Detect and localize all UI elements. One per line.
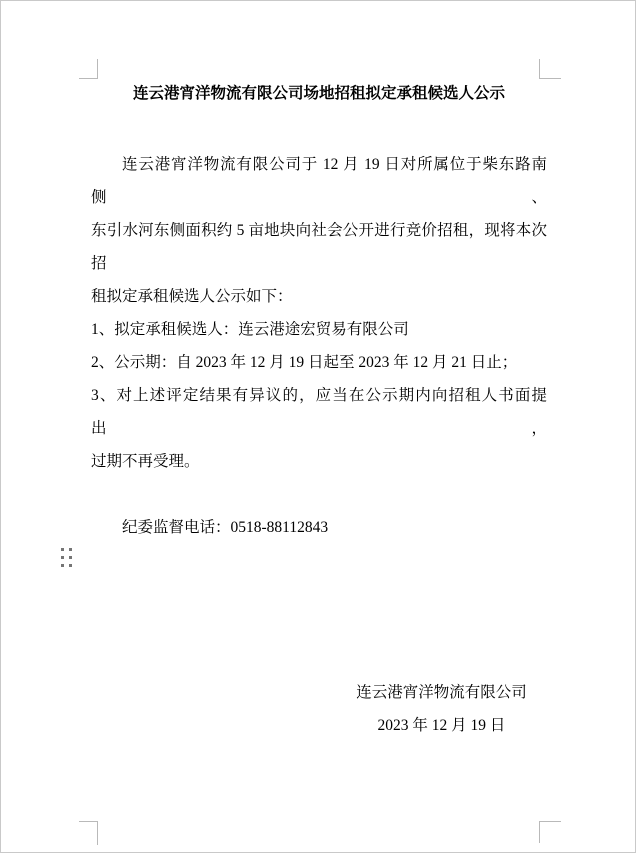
margin-crop-mark-bottom-right bbox=[539, 821, 561, 843]
document-body bbox=[91, 148, 547, 742]
document-title: 连云港宵洋物流有限公司场地招租拟定承租候选人公示 bbox=[132, 85, 505, 102]
drag-handle-dot bbox=[61, 556, 64, 559]
drag-handle-dot bbox=[69, 556, 72, 559]
list-item-3-line-1: 3、对上述评定结果有异议的，应当在公示期内向招租人书面提出， bbox=[91, 387, 547, 437]
margin-crop-mark-top-left bbox=[79, 59, 98, 79]
blank-line bbox=[91, 643, 547, 676]
drag-handle-dot bbox=[61, 564, 64, 567]
signature-date: 2023 年 12 月 19 日 bbox=[377, 717, 506, 734]
blank-line bbox=[91, 478, 547, 511]
drag-handle-dot bbox=[69, 548, 72, 551]
intro-paragraph-line-1: 连云港宵洋物流有限公司于 12 月 19 日对所属位于柴东路南侧、 bbox=[91, 156, 547, 206]
list-item-2: 2、公示期：自 2023 年 12 月 19 日起至 2023 年 12 月 21 日止； bbox=[91, 354, 518, 371]
signature-company: 连云港宵洋物流有限公司 bbox=[356, 684, 527, 701]
list-item-1: 1、拟定承租候选人：连云港途宏贸易有限公司 bbox=[91, 321, 409, 338]
drag-handle-icon[interactable] bbox=[61, 548, 72, 567]
margin-crop-mark-bottom-left bbox=[79, 821, 98, 845]
blank-line bbox=[91, 577, 547, 610]
blank-line bbox=[91, 544, 547, 577]
intro-paragraph-line-2: 东引水河东侧面积约 5 亩地块向社会公开进行竞价招租，现将本次招 bbox=[91, 222, 547, 272]
margin-crop-mark-top-right bbox=[539, 59, 561, 79]
intro-paragraph-line-3: 租拟定承租候选人公示如下： bbox=[91, 288, 293, 305]
drag-handle-dot bbox=[69, 564, 72, 567]
document-content bbox=[91, 85, 547, 742]
list-item-3-line-2: 过期不再受理。 bbox=[91, 453, 200, 470]
blank-line bbox=[91, 610, 547, 643]
drag-handle-dot bbox=[61, 548, 64, 551]
supervision-phone-line: 纪委监督电话：0518-88112843 bbox=[122, 519, 329, 536]
